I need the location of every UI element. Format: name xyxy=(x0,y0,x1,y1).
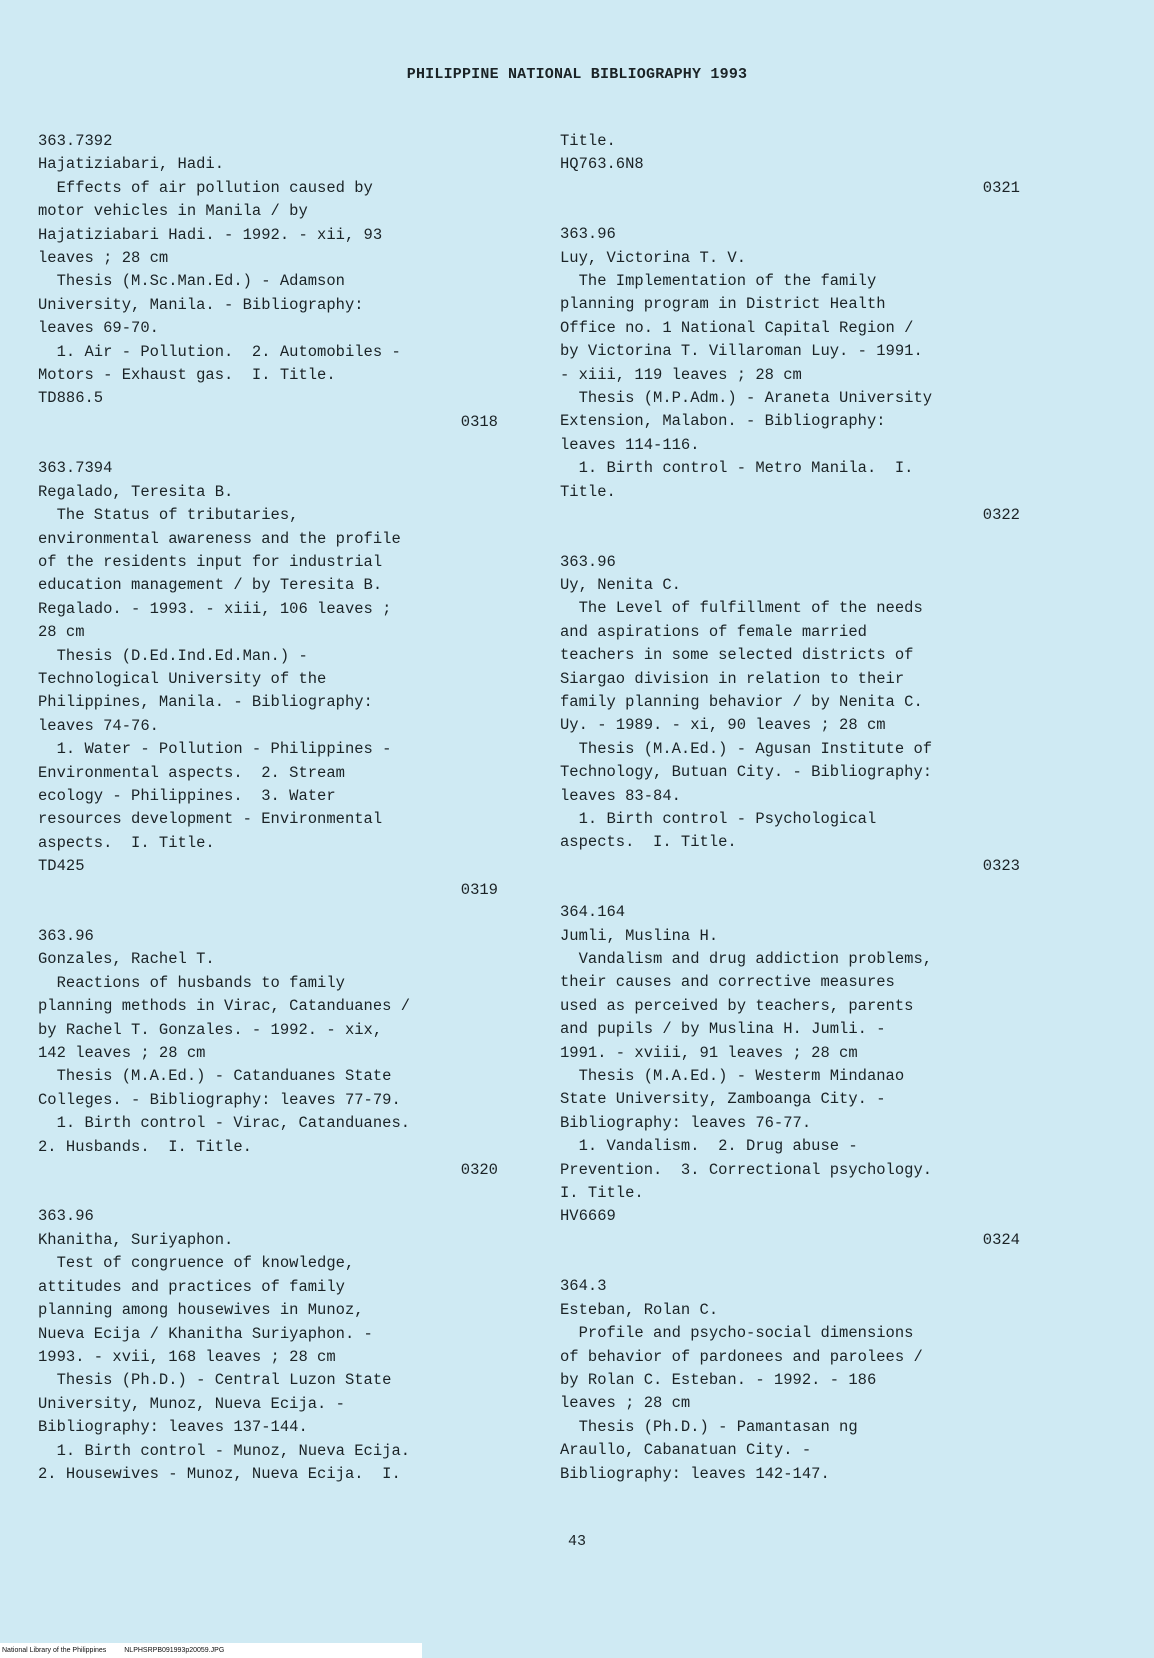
entry-line: Environmental aspects. 2. Stream xyxy=(38,763,345,782)
entry-line: 363.96 xyxy=(560,225,616,244)
entry-line: Thesis (M.P.Adm.) - Araneta University xyxy=(560,389,933,408)
entry-line: aspects. I. Title. xyxy=(38,833,215,852)
entry-line: Test of congruence of knowledge, xyxy=(38,1254,355,1273)
entry-line: 1. Air - Pollution. 2. Automobiles - xyxy=(38,342,401,361)
entry-line: 364.3 xyxy=(560,1277,607,1296)
entry-line: Technology, Butuan City. - Bibliography: xyxy=(560,763,933,782)
entry-line: Khanitha, Suriyaphon. xyxy=(38,1230,234,1249)
entry-line: Title. xyxy=(560,132,616,150)
entry-line: 1. Vandalism. 2. Drug abuse - xyxy=(560,1137,858,1156)
entry-line: 1. Birth control - Psychological xyxy=(560,809,877,828)
entry-line: TD886.5 xyxy=(38,389,104,408)
entry-line: 364.164 xyxy=(560,903,626,922)
entry-line: Uy. - 1989. - xi, 90 leaves ; 28 cm xyxy=(560,716,886,735)
entry-line: leaves ; 28 cm xyxy=(560,1394,691,1413)
entry-line: 1. Birth control - Virac, Catanduanes. xyxy=(38,1114,411,1133)
entry-line: education management / by Teresita B. xyxy=(38,576,383,595)
entry-line: planning among housewives in Munoz, xyxy=(38,1301,364,1320)
entry-line: by Rolan C. Esteban. - 1992. - 186 xyxy=(560,1370,877,1389)
catalog-entry xyxy=(560,901,1038,1252)
catalog-entry xyxy=(560,223,1038,527)
catalog-entry xyxy=(38,457,516,902)
entry-line: 1991. - xviii, 91 leaves ; 28 cm xyxy=(560,1043,858,1062)
entry-line: Extension, Malabon. - Bibliography: xyxy=(560,412,886,431)
entry-line: 363.96 xyxy=(38,1207,94,1226)
entry-line: Jumli, Muslina H. xyxy=(560,926,719,945)
entry-line: Araullo, Cabanatuan City. - xyxy=(560,1441,812,1460)
entry-line: Thesis (M.Sc.Man.Ed.) - Adamson xyxy=(38,272,345,291)
entry-line: attitudes and practices of family xyxy=(38,1277,345,1296)
entry-line: Regalado. - 1993. - xiii, 106 leaves ; xyxy=(38,599,392,618)
entry-line: resources development - Environmental xyxy=(38,810,383,829)
entry-number: 0318 xyxy=(460,412,498,431)
entry-line: Profile and psycho-social dimensions xyxy=(560,1324,914,1343)
left-column xyxy=(38,130,516,1486)
footer-library: National Library of the Philippines xyxy=(2,1647,107,1654)
entry-line: University, Munoz, Nueva Ecija. - xyxy=(38,1394,345,1413)
entry-line: Bibliography: leaves 76-77. xyxy=(560,1113,812,1132)
entry-line: Hajatiziabari, Hadi. xyxy=(38,155,225,174)
entry-line: HQ763.6N8 xyxy=(560,155,644,174)
entry-line: Motors - Exhaust gas. I. Title. xyxy=(38,366,336,385)
entry-line: 28 cm xyxy=(38,623,85,642)
catalog-entry xyxy=(38,925,516,1182)
entry-line: Nueva Ecija / Khanitha Suriyaphon. - xyxy=(38,1324,373,1343)
entry-line: environmental awareness and the profile xyxy=(38,529,401,548)
entry-line: The Level of fulfillment of the needs xyxy=(560,599,923,618)
entry-number: 0320 xyxy=(460,1161,498,1180)
entry-line: 1993. - xvii, 168 leaves ; 28 cm xyxy=(38,1347,336,1366)
entry-line: Bibliography: leaves 137-144. xyxy=(38,1418,308,1437)
entry-line: 2. Housewives - Munoz, Nueva Ecija. I. xyxy=(38,1464,401,1483)
entry-line: I. Title. xyxy=(560,1184,644,1203)
entry-line: - xiii, 119 leaves ; 28 cm xyxy=(560,365,802,384)
entry-line: used as perceived by teachers, parents xyxy=(560,996,914,1015)
entry-line: 1. Birth control - Munoz, Nueva Ecija. xyxy=(38,1441,411,1460)
scan-footer xyxy=(0,1643,422,1658)
entry-line: by Victorina T. Villaroman Luy. - 1991. xyxy=(560,342,923,361)
entry-line: 363.7392 xyxy=(38,132,113,150)
entry-line: Thesis (D.Ed.Ind.Ed.Man.) - xyxy=(38,646,308,665)
entry-line: 2. Husbands. I. Title. xyxy=(38,1137,252,1156)
entry-line: Office no. 1 National Capital Region / xyxy=(560,318,914,337)
entry-line: motor vehicles in Manila / by xyxy=(38,202,308,221)
entry-line: 363.96 xyxy=(560,552,616,571)
entry-line: Bibliography: leaves 142-147. xyxy=(560,1464,830,1483)
entry-line: Uy, Nenita C. xyxy=(560,575,681,594)
page-number: 43 xyxy=(567,1533,586,1550)
entry-line: Hajatiziabari Hadi. - 1992. - xii, 93 xyxy=(38,225,383,244)
entry-line: 1. Water - Pollution - Philippines - xyxy=(38,740,392,759)
entry-line: of the residents input for industrial xyxy=(38,552,383,571)
entry-line: Regalado, Teresita B. xyxy=(38,482,234,501)
page-title: PHILIPPINE NATIONAL BIBLIOGRAPHY 1993 xyxy=(406,66,748,83)
entry-line: 363.96 xyxy=(38,927,94,945)
entry-line: leaves 69-70. xyxy=(38,319,159,338)
entry-line: HV6669 xyxy=(560,1207,616,1226)
entry-number: 0319 xyxy=(460,880,498,899)
catalog-entry xyxy=(38,130,516,434)
entry-line: planning methods in Virac, Catanduanes / xyxy=(38,997,411,1016)
entry-line: aspects. I. Title. xyxy=(560,833,737,852)
entry-line: 1. Birth control - Metro Manila. I. xyxy=(560,459,914,478)
entry-line: University, Manila. - Bibliography: xyxy=(38,295,364,314)
entry-line: Siargao division in relation to their xyxy=(560,669,905,688)
entry-line: Thesis (Ph.D.) - Pamantasan ng xyxy=(560,1417,858,1436)
entry-line: The Implementation of the family xyxy=(560,272,877,291)
entry-line: leaves 114-116. xyxy=(560,435,700,454)
entry-number: 0322 xyxy=(982,506,1020,525)
entry-line: of behavior of pardonees and parolees / xyxy=(560,1347,923,1366)
entry-line: Effects of air pollution caused by xyxy=(38,178,373,197)
entry-line: Prevention. 3. Correctional psychology. xyxy=(560,1160,933,1179)
entry-line: TD425 xyxy=(38,857,85,876)
entry-line: Thesis (Ph.D.) - Central Luzon State xyxy=(38,1371,392,1390)
footer-filename: NLPHSRPB091993p20059.JPG xyxy=(124,1647,225,1654)
entry-line: Thesis (M.A.Ed.) - Catanduanes State xyxy=(38,1067,392,1086)
entry-line: Philippines, Manila. - Bibliography: xyxy=(38,693,373,712)
entry-line: teachers in some selected districts of xyxy=(560,646,914,665)
entry-line: Thesis (M.A.Ed.) - Westerm Mindanao xyxy=(560,1067,905,1086)
entry-line: Colleges. - Bibliography: leaves 77-79. xyxy=(38,1090,401,1109)
entry-line: and pupils / by Muslina H. Jumli. - xyxy=(560,1020,886,1039)
entry-line: leaves 74-76. xyxy=(38,716,159,735)
catalog-entry xyxy=(560,1275,1038,1486)
entry-line: The Status of tributaries, xyxy=(38,506,299,525)
entry-line: by Rachel T. Gonzales. - 1992. - xix, xyxy=(38,1020,383,1039)
entry-line: Thesis (M.A.Ed.) - Agusan Institute of xyxy=(560,739,933,758)
entry-line: Luy, Victorina T. V. xyxy=(560,248,747,267)
right-column xyxy=(560,130,1038,1486)
catalog-entry xyxy=(560,130,1038,200)
entry-line: Esteban, Rolan C. xyxy=(560,1300,719,1319)
entry-line: their causes and corrective measures xyxy=(560,973,895,992)
entry-line: Vandalism and drug addiction problems, xyxy=(560,950,933,968)
entry-number: 0324 xyxy=(982,1230,1020,1249)
catalog-entry xyxy=(38,1205,516,1486)
entry-line: 363.7394 xyxy=(38,459,113,478)
entry-line: family planning behavior / by Nenita C. xyxy=(560,692,923,711)
entry-line: 142 leaves ; 28 cm xyxy=(38,1044,206,1063)
entry-number: 0321 xyxy=(982,178,1020,197)
entry-line: Reactions of husbands to family xyxy=(38,973,345,992)
entry-line: Gonzales, Rachel T. xyxy=(38,950,215,969)
entry-line: leaves 83-84. xyxy=(560,786,681,805)
entry-line: State University, Zamboanga City. - xyxy=(560,1090,886,1109)
entry-number: 0323 xyxy=(982,856,1020,875)
entry-line: Title. xyxy=(560,482,616,501)
entry-line: Technological University of the xyxy=(38,669,327,688)
entry-line: planning program in District Health xyxy=(560,295,886,314)
catalog-entry xyxy=(560,551,1038,879)
entry-line: and aspirations of female married xyxy=(560,622,867,641)
entry-line: ecology - Philippines. 3. Water xyxy=(38,786,336,805)
entry-line: leaves ; 28 cm xyxy=(38,249,169,268)
